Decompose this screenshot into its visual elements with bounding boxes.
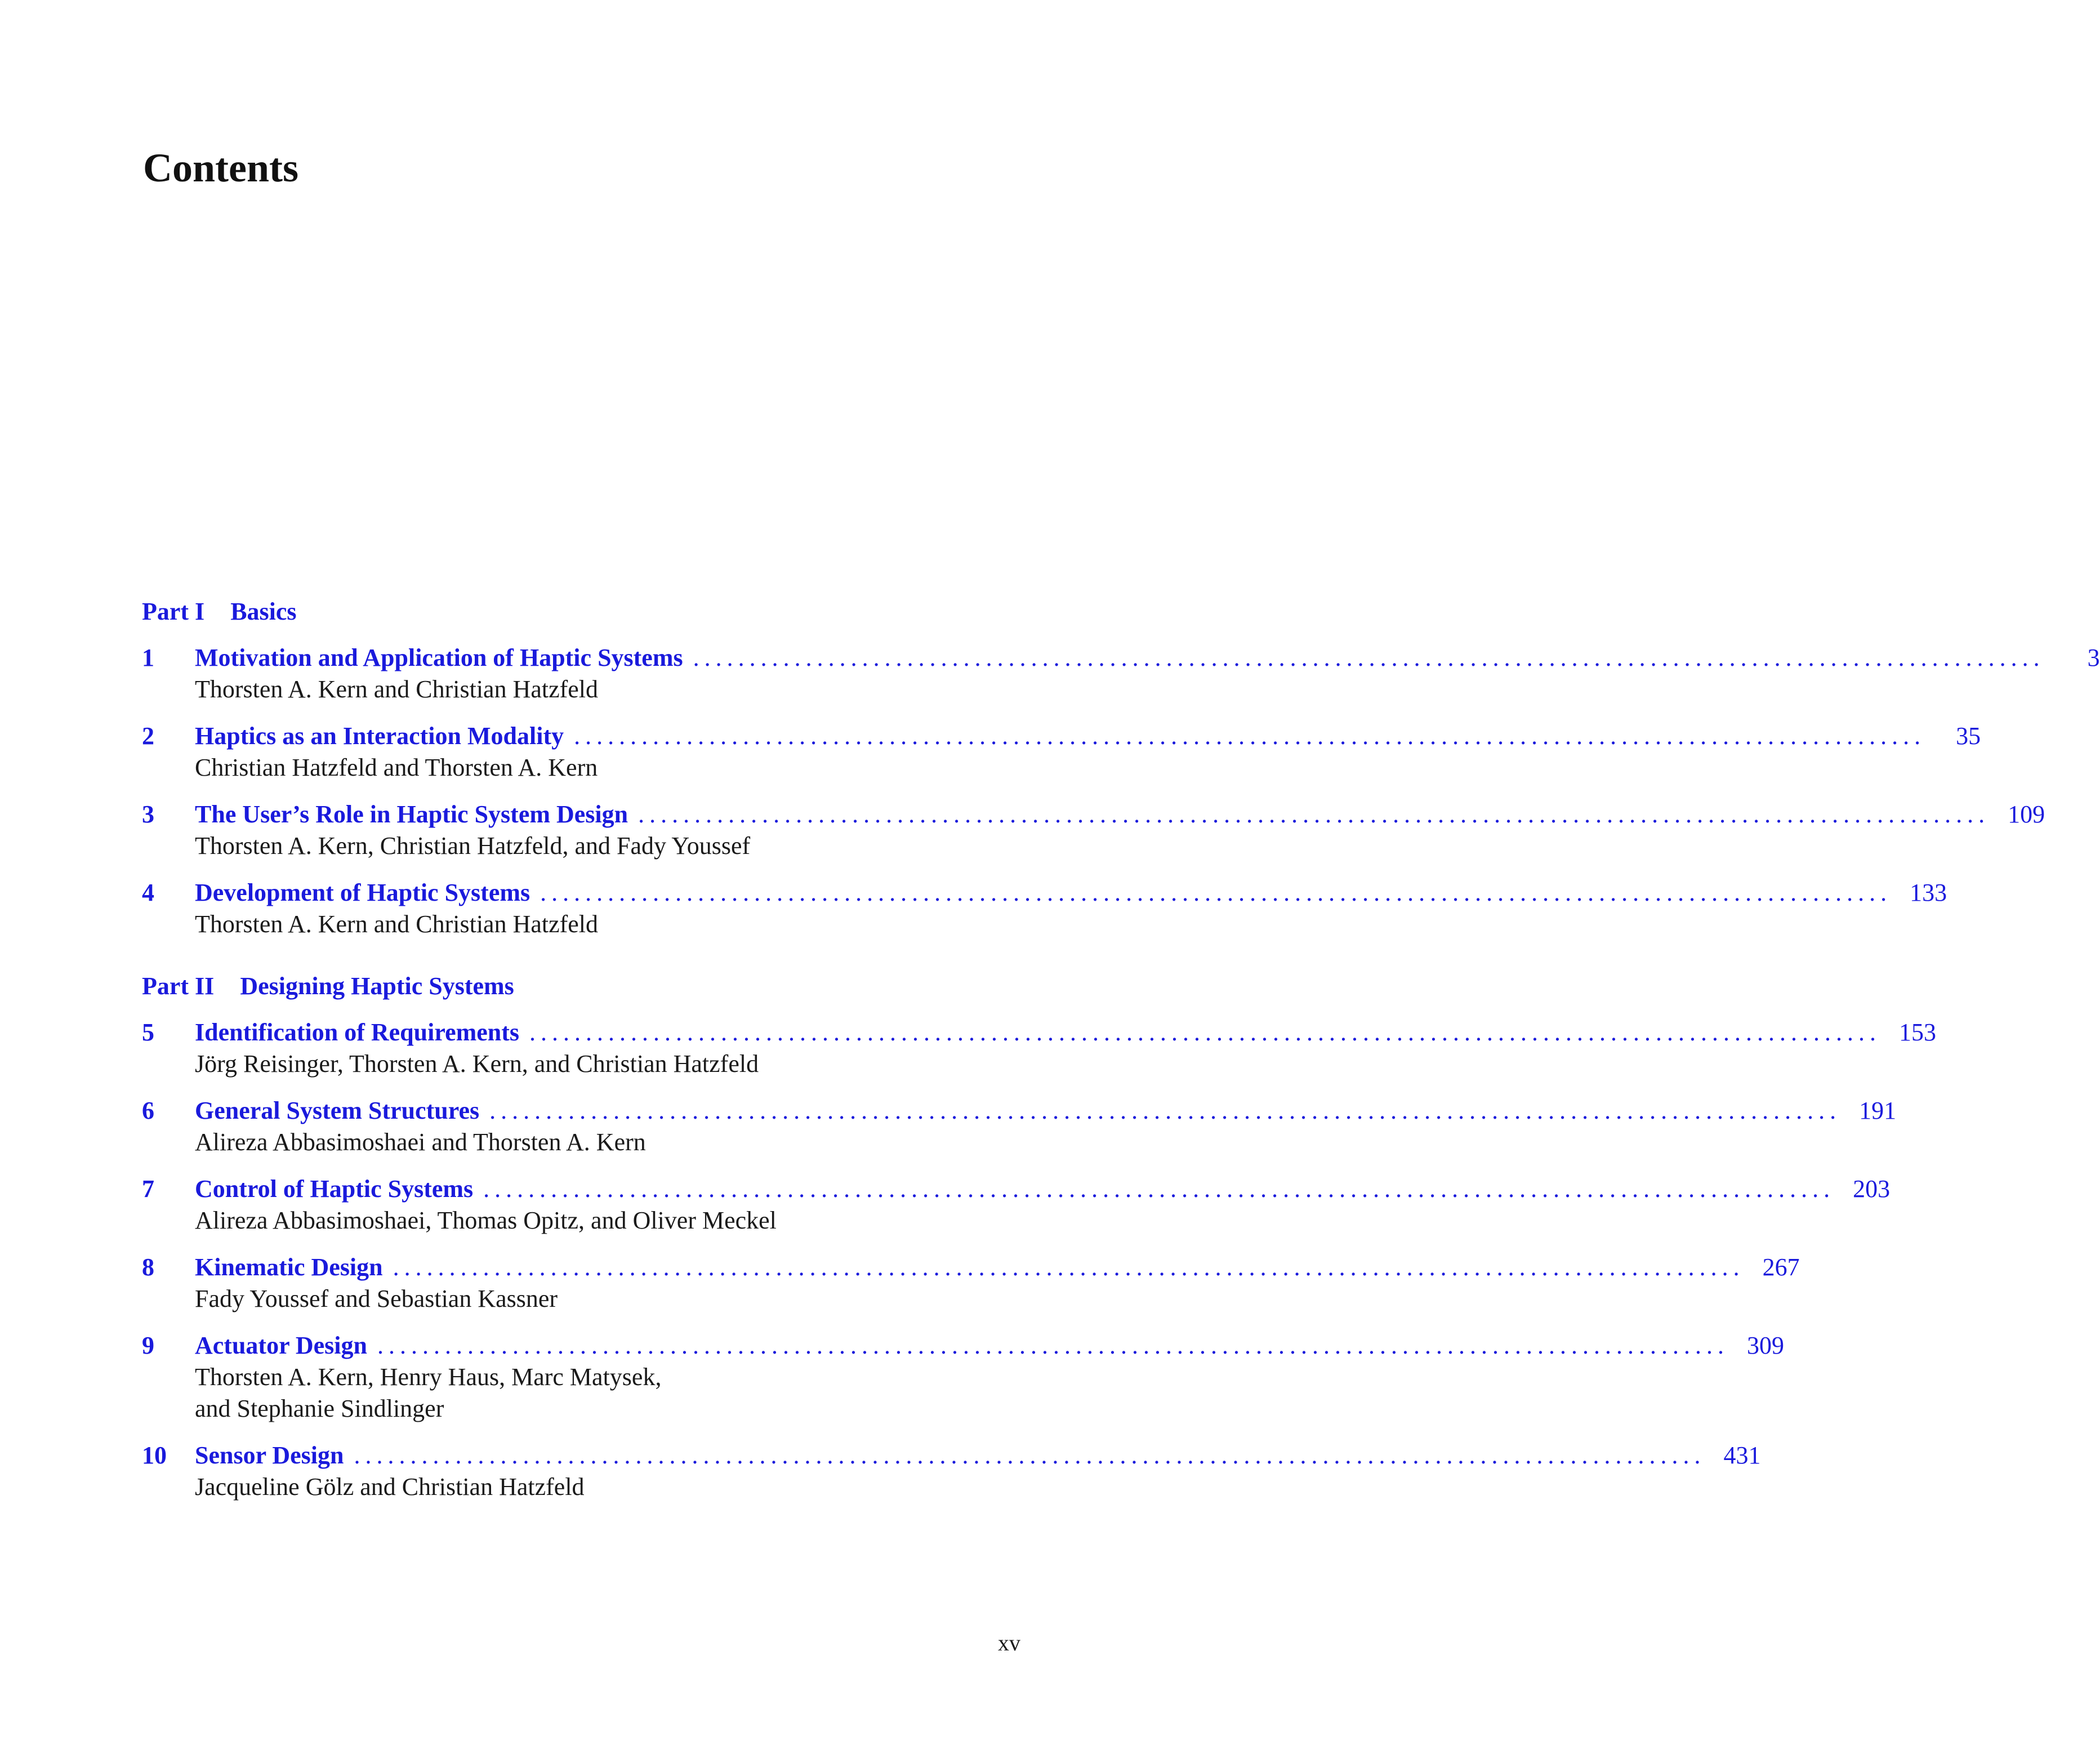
- chapter-title[interactable]: Actuator Design: [195, 1332, 367, 1359]
- chapter-authors: [142, 1205, 1022, 1236]
- chapter-authors: [142, 1283, 1022, 1315]
- chapter-authors: [142, 830, 1022, 862]
- toc-entry-chapter-8[interactable]: [142, 1252, 1800, 1315]
- author-line: Alireza Abbasimoshaei, Thomas Opitz, and Oliver Meckel: [195, 1207, 777, 1234]
- chapter-page[interactable]: 109: [2008, 800, 2045, 828]
- dot-leader: ........................................................................................................................: [540, 879, 1892, 906]
- author-line: Alireza Abbasimoshaei and Thorsten A. Kern: [195, 1128, 646, 1156]
- chapter-title[interactable]: Identification of Requirements: [195, 1018, 520, 1046]
- page-title: Contents: [143, 145, 299, 190]
- author-line: Fady Youssef and Sebastian Kassner: [195, 1285, 558, 1312]
- chapter-title[interactable]: General System Structures: [195, 1097, 480, 1124]
- chapter-page[interactable]: 191: [1859, 1097, 1897, 1124]
- chapter-title[interactable]: Control of Haptic Systems: [195, 1175, 474, 1203]
- chapter-title[interactable]: Haptics as an Interaction Modality: [195, 722, 564, 750]
- author-line: and Stephanie Sindlinger: [195, 1395, 444, 1422]
- author-line: Thorsten A. Kern and Christian Hatzfeld: [195, 910, 599, 938]
- chapter-page[interactable]: 309: [1746, 1332, 1784, 1359]
- part-heading-designing-haptic-systems[interactable]: [142, 969, 1022, 1003]
- chapter-authors: [142, 1048, 1022, 1080]
- table-of-contents: [142, 595, 2100, 1518]
- chapter-title[interactable]: The User’s Role in Haptic System Design: [195, 800, 628, 828]
- toc-entry-chapter-9[interactable]: [142, 1330, 1784, 1425]
- chapter-authors: [142, 674, 1022, 705]
- chapter-title[interactable]: Motivation and Application of Haptic Systems: [195, 644, 683, 671]
- chapter-number: 3: [142, 800, 154, 828]
- part-label: Part II: [142, 972, 215, 1000]
- chapter-page[interactable]: 153: [1899, 1018, 1937, 1046]
- dot-leader: ........................................................................................................................: [574, 722, 1926, 750]
- chapter-title[interactable]: Sensor Design: [195, 1441, 344, 1469]
- dot-leader: ........................................................................................................................: [638, 800, 1990, 828]
- toc-entry-chapter-10[interactable]: [142, 1440, 1761, 1503]
- part-name: Designing Haptic Systems: [240, 972, 514, 1000]
- chapter-title[interactable]: Kinematic Design: [195, 1253, 383, 1281]
- dot-leader: ........................................................................................................................: [354, 1441, 1706, 1469]
- toc-entry-chapter-3[interactable]: [142, 799, 2045, 862]
- chapter-authors: [142, 909, 1022, 940]
- chapter-number: 5: [142, 1018, 154, 1046]
- chapter-page[interactable]: 133: [1910, 879, 1947, 906]
- author-line: Thorsten A. Kern and Christian Hatzfeld: [195, 675, 599, 703]
- toc-entry-chapter-7[interactable]: [142, 1173, 1891, 1236]
- chapter-number: 1: [142, 644, 154, 671]
- chapter-number: 4: [142, 879, 154, 906]
- toc-entry-chapter-5[interactable]: [142, 1017, 1937, 1080]
- author-line: Jörg Reisinger, Thorsten A. Kern, and Christian Hatzfeld: [195, 1050, 759, 1078]
- part-heading-basics[interactable]: [142, 595, 1022, 629]
- chapter-number: 7: [142, 1175, 154, 1203]
- chapter-authors: [142, 1361, 1022, 1425]
- chapter-authors: [142, 1127, 1022, 1158]
- dot-leader: ........................................................................................................................: [693, 644, 2045, 671]
- chapter-number: 10: [142, 1441, 167, 1469]
- toc-entry-chapter-2[interactable]: [142, 720, 1981, 784]
- chapter-number: 9: [142, 1332, 154, 1359]
- dot-leader: ........................................................................................................................: [483, 1175, 1835, 1203]
- author-line: Thorsten A. Kern, Christian Hatzfeld, and Fady Youssef: [195, 832, 751, 860]
- chapter-page[interactable]: 267: [1762, 1253, 1800, 1281]
- chapter-title[interactable]: Development of Haptic Systems: [195, 879, 530, 906]
- author-line: Jacqueline Gölz and Christian Hatzfeld: [195, 1473, 585, 1501]
- page-number: xv: [998, 1630, 1020, 1655]
- chapter-page[interactable]: 203: [1853, 1175, 1891, 1203]
- chapter-authors: [142, 752, 1022, 784]
- author-line: Thorsten A. Kern, Henry Haus, Marc Matysek,: [195, 1363, 662, 1391]
- toc-entry-chapter-6[interactable]: [142, 1095, 1897, 1158]
- chapter-number: 2: [142, 722, 154, 750]
- dot-leader: ........................................................................................................................: [393, 1253, 1745, 1281]
- chapter-page[interactable]: 35: [1956, 722, 1981, 750]
- chapter-authors: [142, 1471, 1022, 1503]
- chapter-page[interactable]: 431: [1723, 1441, 1761, 1469]
- part-name: Basics: [230, 598, 297, 625]
- toc-entry-chapter-4[interactable]: [142, 877, 1947, 940]
- chapter-number: 8: [142, 1253, 154, 1281]
- dot-leader: ........................................................................................................................: [529, 1018, 1881, 1046]
- toc-entry-chapter-1[interactable]: [142, 642, 2100, 705]
- part-label: Part I: [142, 598, 205, 625]
- chapter-page[interactable]: 3: [2087, 644, 2100, 671]
- chapter-number: 6: [142, 1097, 154, 1124]
- dot-leader: ........................................................................................................................: [489, 1097, 1842, 1124]
- dot-leader: ........................................................................................................................: [377, 1332, 1729, 1359]
- author-line: Christian Hatzfeld and Thorsten A. Kern: [195, 754, 598, 781]
